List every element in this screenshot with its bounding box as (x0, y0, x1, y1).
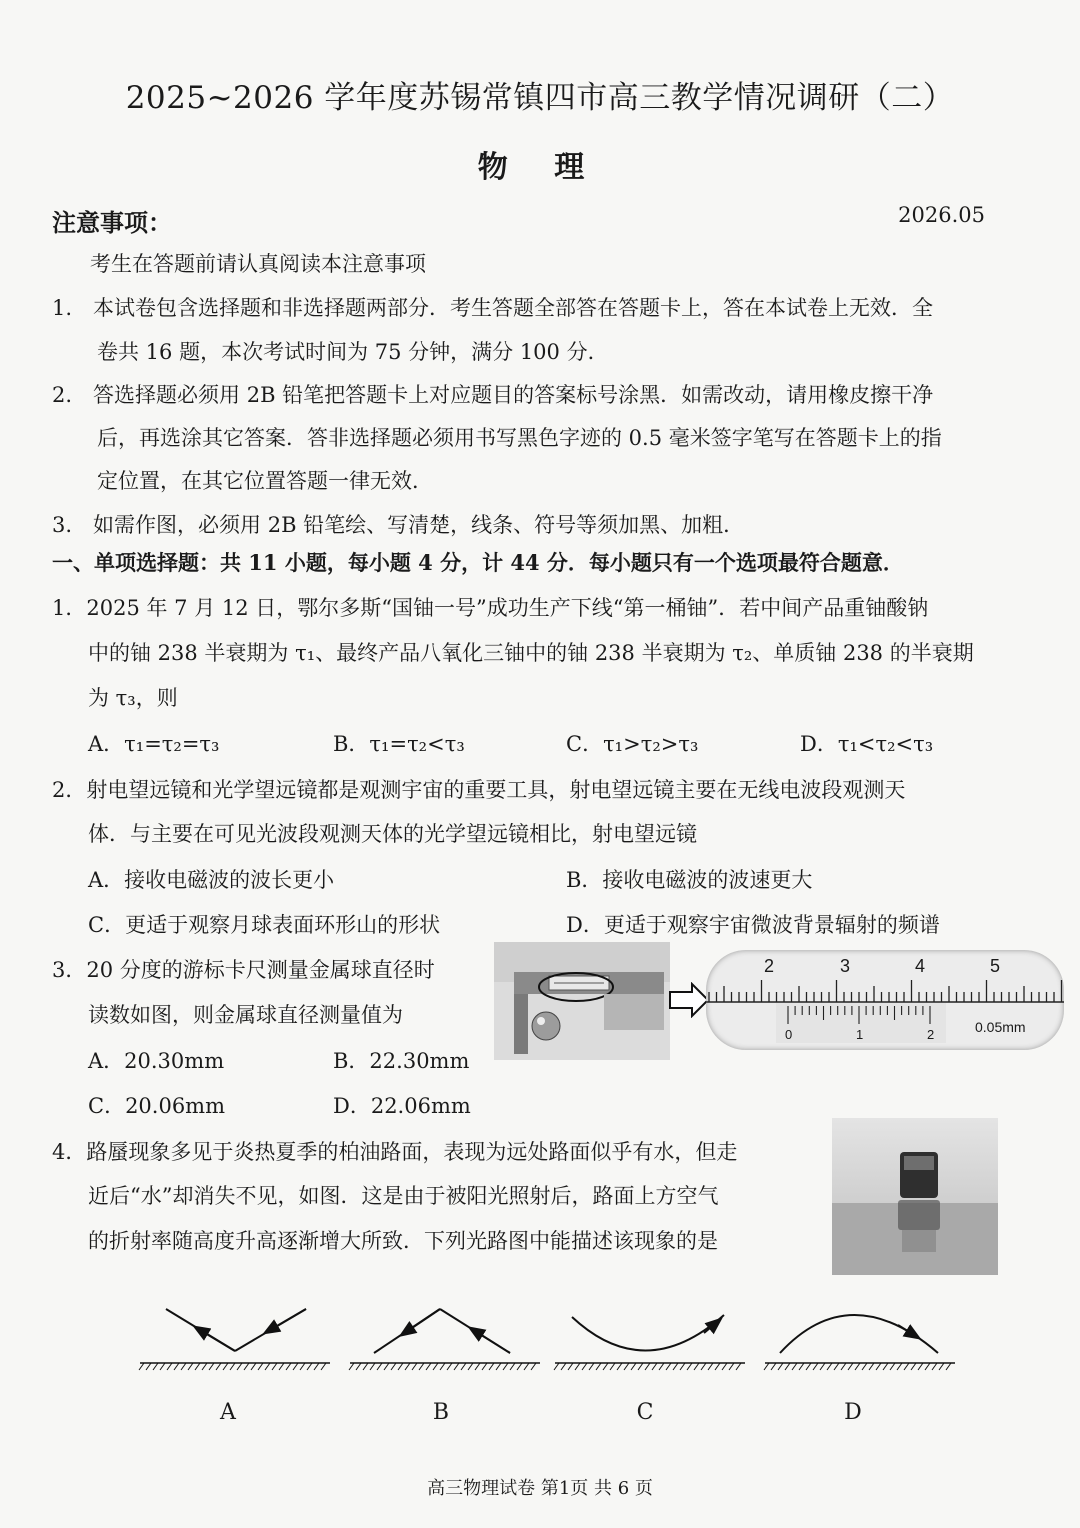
ground-hatch (652, 1363, 657, 1370)
ground-hatch (554, 1363, 559, 1370)
ground-hatch (575, 1363, 580, 1370)
ground-hatch (195, 1363, 200, 1370)
ground-hatch (153, 1363, 158, 1370)
ground-hatch (827, 1363, 832, 1370)
main-scale-label-5: 5 (990, 956, 1001, 976)
ground-hatch (440, 1363, 445, 1370)
q1-option-a: A．τ₁=τ₂=τ₃ (88, 732, 220, 756)
ground-hatch (230, 1363, 235, 1370)
ground-hatch (869, 1363, 874, 1370)
ground-hatch (799, 1363, 804, 1370)
ground-hatch (911, 1363, 916, 1370)
notice-item-1-line-1: 1. 本试卷包含选择题和非选择题两部分．考生答题全部答在答题卡上，答在本试卷上无效．全 (52, 296, 934, 320)
ground-hatch (419, 1363, 424, 1370)
ground-hatch (216, 1363, 221, 1370)
notice-item-2-line-2: 后，再选涂其它答案．答非选择题必须用书写黑色字迹的 0.5 毫米签字笔写在答题卡上的指 (97, 426, 942, 450)
ground-hatch (412, 1363, 417, 1370)
ground-hatch (596, 1363, 601, 1370)
ground-hatch (638, 1363, 643, 1370)
ground-hatch (531, 1363, 536, 1370)
ground-hatch (631, 1363, 636, 1370)
mirage-photo (832, 1118, 998, 1275)
ground-hatch (813, 1363, 818, 1370)
caliper-photo (494, 942, 670, 1060)
ground-hatch (820, 1363, 825, 1370)
section-heading: 一、单项选择题：共 11 小题，每小题 4 分，计 44 分．每小题只有一个选项最符合题意． (52, 550, 904, 575)
ground-hatch (939, 1363, 944, 1370)
ground-hatch (503, 1363, 508, 1370)
ground-hatch (461, 1363, 466, 1370)
ground-hatch (904, 1363, 909, 1370)
ground-hatch (603, 1363, 608, 1370)
ground-hatch (398, 1363, 403, 1370)
q2-line-2: 体．与主要在可见光波段观测天体的光学望远镜相比，射电望远镜 (88, 822, 697, 846)
diagram-c (572, 1315, 724, 1351)
ground-hatch (708, 1363, 713, 1370)
ground-hatch (517, 1363, 522, 1370)
ground-hatch (806, 1363, 811, 1370)
ground-hatch (918, 1363, 923, 1370)
ground-hatch (890, 1363, 895, 1370)
ground-hatch (272, 1363, 277, 1370)
notice-heading: 注意事项： (52, 208, 172, 237)
ground-hatch (771, 1363, 776, 1370)
q2-option-b: B．接收电磁波的波速更大 (566, 868, 813, 892)
ground-hatch (694, 1363, 699, 1370)
ground-hatch (223, 1363, 228, 1370)
ground-hatch (293, 1363, 298, 1370)
ground-hatch (286, 1363, 291, 1370)
diagram-d (780, 1315, 938, 1353)
diagram-label-b: B (432, 1400, 450, 1425)
ground-hatch (932, 1363, 937, 1370)
ground-hatch (722, 1363, 727, 1370)
caliper-precision-label: 0.05mm (975, 1019, 1026, 1035)
ground-hatch (146, 1363, 151, 1370)
ground-hatch (433, 1363, 438, 1370)
q4-line-3: 的折射率随高度升高逐渐增大所致．下列光路图中能描述该现象的是 (88, 1229, 718, 1253)
ground-hatch (174, 1363, 179, 1370)
ground-hatch (202, 1363, 207, 1370)
ground-hatch (687, 1363, 692, 1370)
ground-hatch (624, 1363, 629, 1370)
ground-hatch (475, 1363, 480, 1370)
ground-hatch (568, 1363, 573, 1370)
q4-line-1: 4．路蜃现象多见于炎热夏季的柏油路面，表现为远处路面似乎有水，但走 (52, 1140, 738, 1164)
ground-hatch (659, 1363, 664, 1370)
q3-option-b: B．22.30mm (333, 1049, 470, 1073)
diagram-label-a: A (220, 1400, 236, 1425)
ground-hatch (426, 1363, 431, 1370)
ground-hatch (897, 1363, 902, 1370)
main-scale-label-2: 2 (764, 956, 775, 976)
ground-hatch (363, 1363, 368, 1370)
ground-hatch (391, 1363, 396, 1370)
ground-hatch (237, 1363, 242, 1370)
ground-hatch (855, 1363, 860, 1370)
ground-hatch (377, 1363, 382, 1370)
main-scale-label-3: 3 (840, 956, 851, 976)
ground-hatch (589, 1363, 594, 1370)
ground-hatch (582, 1363, 587, 1370)
ground-hatch (610, 1363, 615, 1370)
ground-hatch (160, 1363, 165, 1370)
vernier-label-1: 1 (856, 1027, 864, 1042)
ground-hatch (848, 1363, 853, 1370)
q2-option-c: C．更适于观察月球表面环形山的形状 (88, 913, 441, 937)
ground-hatch (925, 1363, 930, 1370)
ground-hatch (778, 1363, 783, 1370)
exam-date: 2026.05 (898, 203, 985, 227)
diagram-label-c: C (636, 1400, 654, 1425)
ground-hatch (673, 1363, 678, 1370)
ground-hatch (715, 1363, 720, 1370)
ground-hatch (834, 1363, 839, 1370)
exam-title: 2025~2026 学年度苏锡常镇四市高三教学情况调研（二） (125, 80, 955, 116)
ground-hatch (454, 1363, 459, 1370)
ground-hatch (181, 1363, 186, 1370)
ground-hatch (946, 1363, 951, 1370)
q2-line-1: 2．射电望远镜和光学望远镜都是观测宇宙的重要工具，射电望远镜主要在无线电波段观测天 (52, 778, 906, 802)
ground-hatch (792, 1363, 797, 1370)
light-path-diagrams (130, 1295, 970, 1380)
q3-line-2: 读数如图，则金属球直径测量值为 (88, 1003, 403, 1027)
notice-item-1-line-2: 卷共 16 题，本次考试时间为 75 分钟，满分 100 分． (97, 340, 609, 364)
ground-hatch (300, 1363, 305, 1370)
ground-hatch (258, 1363, 263, 1370)
subject-title: 物 理 (477, 150, 603, 185)
ground-hatch (862, 1363, 867, 1370)
diagram-b (374, 1309, 510, 1353)
ground-hatch (680, 1363, 685, 1370)
q3-option-a: A．20.30mm (88, 1049, 225, 1073)
q3-option-c: C．20.06mm (88, 1094, 226, 1118)
ground-hatch (524, 1363, 529, 1370)
diagram-label-d: D (844, 1400, 862, 1425)
ground-hatch (384, 1363, 389, 1370)
ground-hatch (764, 1363, 769, 1370)
ground-hatch (701, 1363, 706, 1370)
ground-hatch (167, 1363, 172, 1370)
main-scale-label-4: 4 (915, 956, 926, 976)
ground-hatch (468, 1363, 473, 1370)
ground-hatch (265, 1363, 270, 1370)
ground-hatch (729, 1363, 734, 1370)
ground-hatch (447, 1363, 452, 1370)
q1-option-b: B．τ₁=τ₂<τ₃ (333, 732, 465, 756)
ground-hatch (841, 1363, 846, 1370)
q1-line-2: 中的铀 238 半衰期为 τ₁、最终产品八氧化三铀中的铀 238 半衰期为 τ₂、单质铀 238 的半衰期 (88, 641, 974, 665)
page-footer: 高三物理试卷 第1页 共 6 页 (427, 1478, 653, 1499)
ground-hatch (510, 1363, 515, 1370)
q1-line-1: 1．2025 年 7 月 12 日，鄂尔多斯“国铀一号”成功生产下线“第一桶铀”．若中间产品重铀酸钠 (52, 596, 929, 620)
ground-hatch (785, 1363, 790, 1370)
vernier-label-0: 0 (785, 1027, 793, 1042)
zoom-arrow-icon (668, 982, 710, 1018)
caliper-scale-zoom (706, 950, 1064, 1050)
ground-hatch (209, 1363, 214, 1370)
ground-hatch (321, 1363, 326, 1370)
ground-hatch (876, 1363, 881, 1370)
diagram-a (166, 1309, 306, 1351)
ground-hatch (370, 1363, 375, 1370)
ground-hatch (645, 1363, 650, 1370)
q4-line-2: 近后“水”却消失不见，如图．这是由于被阳光照射后，路面上方空气 (88, 1184, 719, 1208)
ground-hatch (314, 1363, 319, 1370)
q1-option-d: D．τ₁<τ₂<τ₃ (800, 732, 934, 756)
ground-hatch (489, 1363, 494, 1370)
notice-item-2-line-3: 定位置，在其它位置答题一律无效． (97, 469, 433, 493)
notice-item-3: 3. 如需作图，必须用 2B 铅笔绘、写清楚，线条、符号等须加黑、加粗． (52, 513, 745, 537)
q3-option-d: D．22.06mm (333, 1094, 471, 1118)
notice-item-2-line-1: 2. 答选择题必须用 2B 铅笔把答题卡上对应题目的答案标号涂黑．如需改动，请用橡皮擦干净 (52, 383, 934, 407)
ground-hatch (356, 1363, 361, 1370)
ground-hatch (883, 1363, 888, 1370)
ground-hatch (251, 1363, 256, 1370)
ground-hatch (139, 1363, 144, 1370)
ground-hatch (244, 1363, 249, 1370)
q1-line-3: 为 τ₃，则 (88, 686, 178, 710)
vernier-label-2: 2 (927, 1027, 935, 1042)
q1-option-c: C．τ₁>τ₂>τ₃ (566, 732, 699, 756)
ground-hatch (482, 1363, 487, 1370)
ground-hatch (307, 1363, 312, 1370)
q2-option-d: D．更适于观察宇宙微波背景辐射的频谱 (566, 913, 940, 937)
notice-intro: 考生在答题前请认真阅读本注意事项 (90, 252, 426, 276)
ground-hatch (666, 1363, 671, 1370)
ground-hatch (279, 1363, 284, 1370)
ground-hatch (405, 1363, 410, 1370)
ground-hatch (496, 1363, 501, 1370)
ground-hatch (349, 1363, 354, 1370)
ground-hatch (188, 1363, 193, 1370)
ground-hatch (736, 1363, 741, 1370)
q3-line-1: 3．20 分度的游标卡尺测量金属球直径时 (52, 958, 435, 982)
ground-hatch (561, 1363, 566, 1370)
q2-option-a: A．接收电磁波的波长更小 (88, 868, 335, 892)
ground-hatch (617, 1363, 622, 1370)
